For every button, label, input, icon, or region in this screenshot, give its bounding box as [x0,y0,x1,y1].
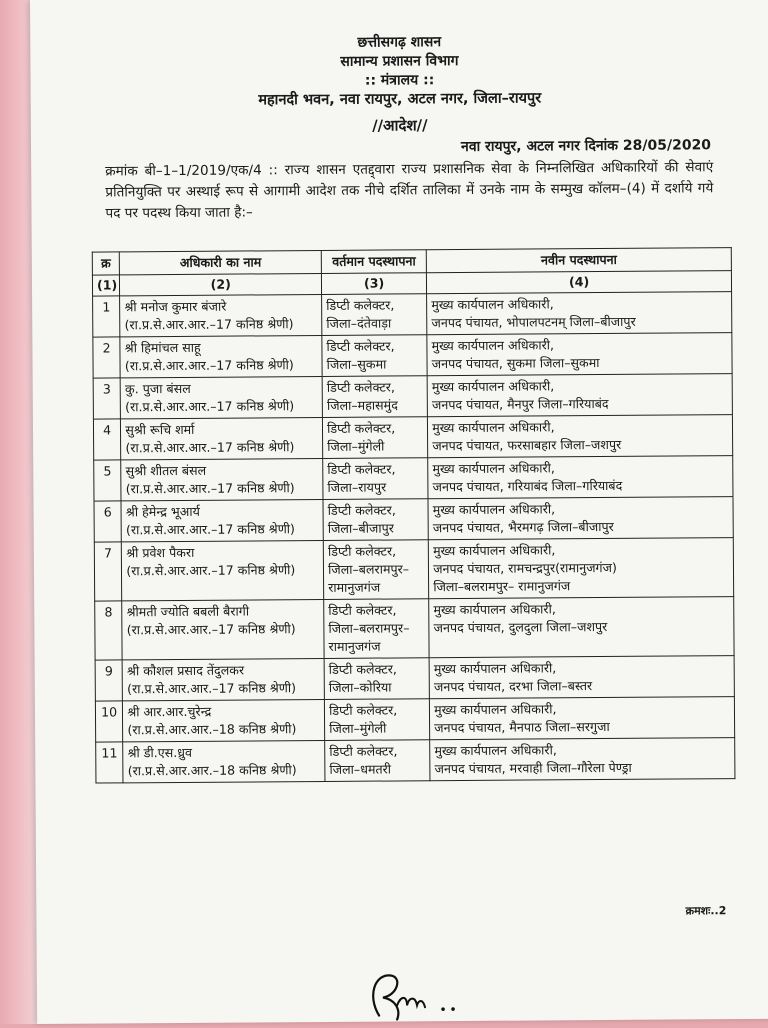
new-posting-cell [428,497,733,540]
officer-name: कु. पुजा बंसल [124,380,191,397]
current-posting-cell [323,540,429,600]
current-posting-cell [323,499,428,541]
order-intro-paragraph: क्रमांक बी–1–1/2019/एक/4 :: राज्य शासन एतद्द्वारा राज्य प्रशासनिक सेवा के निम्नलिखित अधिकारियों की सेवाएं प्रतिनियुक्ति पर अस्थाई रूप से आगामी आदेश तक नीचे दर्शित तालिका में उनके नाम के सम्मुख कॉलम–(4) में दर्शाये गये पद पर पदस्थ किया जाता है:– [105,159,714,222]
officer-grade: (रा.प्र.से.आर.आर.–17 कनिष्ठ श्रेणी) [124,316,294,333]
current-posting-cell [322,376,427,418]
table-row [94,497,733,542]
current-posting-line: जिला–मुंगेली [329,720,387,736]
current-posting-line: जिला–बलरामपुर– [328,561,410,577]
column-number: (3) [322,273,427,295]
current-posting-line: डिप्टी कलेक्टर, [329,743,398,759]
new-posting-line: मुख्य कार्यपालन अधिकारी, [432,460,555,477]
table-row [93,333,732,378]
header-ministry: :: मंत्रालय :: [364,72,435,89]
current-posting-line: रामानुजगंज [328,579,381,595]
officer-cell [122,658,324,700]
new-posting-cell [427,333,732,376]
new-posting-cell [430,738,735,781]
new-posting-line: मुख्य कार्यपालन अधिकारी, [432,419,555,436]
posting-table [92,247,736,783]
current-posting-line: जिला–धमतरी [329,761,392,777]
table-row [94,456,733,501]
new-posting-line: जनपद पंचायत, फरसाबहार जिला–जशपुर [432,436,622,454]
new-posting-cell [428,415,733,458]
current-posting-cell [322,335,427,377]
current-posting-cell [324,599,430,659]
row-serial-number: 11 [96,742,124,783]
new-posting-line: जनपद पंचायत, गरियाबंद जिला–गरियाबंद [432,477,623,495]
new-posting-cell [429,597,734,658]
officer-cell [121,499,323,541]
current-posting-line: डिप्टी कलेक्टर, [327,502,396,518]
current-posting-line: डिप्टी कलेक्टर, [327,461,396,477]
current-posting-line: डिप्टी कलेक्टर, [328,602,397,618]
new-posting-line: जनपद पंचायत, दुलदुला जिला–जशपुर [433,618,608,636]
row-serial-number: 1 [93,296,121,337]
new-posting-line: जनपद पंचायत, सुकमा जिला–सुकमा [431,355,600,372]
officer-grade: (रा.प्र.से.आर.आर.–17 कनिष्ठ श्रेणी) [127,680,297,697]
current-posting-cell [322,294,427,336]
current-posting-cell [325,740,430,782]
table-row [94,538,733,601]
officer-grade: (रा.प्र.से.आर.आर.–17 कनिष्ठ श्रेणी) [125,439,295,456]
officer-cell [120,294,322,336]
table-row [95,656,734,701]
new-posting-line: मुख्य कार्यपालन अधिकारी, [431,296,554,313]
new-posting-line: जनपद पंचायत, दरभा जिला–बस्तर [433,678,593,695]
row-serial-number: 10 [95,701,123,742]
column-number: (2) [120,273,322,295]
new-posting-line: मुख्य कार्यपालन अधिकारी, [433,660,557,677]
row-serial-number: 5 [94,460,122,501]
officer-grade: (रा.प्र.से.आर.आर.–17 कनिष्ठ श्रेणी) [126,562,296,579]
row-serial-number: 7 [94,542,122,601]
table-row [95,697,734,742]
officer-cell [122,540,324,600]
current-posting-line: डिप्टी कलेक्टर, [327,543,397,559]
signature [357,965,477,1026]
new-posting-line: मुख्य कार्यपालन अधिकारी, [432,542,556,559]
current-posting-line: जिला–महासमुंद [326,397,398,413]
new-posting-line: मुख्य कार्यपालन अधिकारी, [434,701,557,718]
new-posting-line: मुख्य कार्यपालन अधिकारी, [433,601,556,618]
order-title: //आदेश// [372,116,428,135]
officer-grade: (रा.प्र.से.आर.आर.–17 कनिष्ठ श्रेणी) [125,521,295,538]
current-posting-line: जिला–बलरामपुर– [328,620,410,636]
current-posting-line: जिला–कोरिया [328,679,392,695]
header-current-posting: वर्तमान पदस्थापना [321,250,426,274]
new-posting-line: जनपद पंचायत, मैनपाठ जिला–सरगुजा [434,718,610,736]
officer-name: श्री कौशल प्रसाद तेंदुलकर [126,662,245,679]
current-posting-line: डिप्टी कलेक्टर, [326,338,395,354]
officer-cell [120,335,322,377]
new-posting-cell [428,538,733,599]
new-posting-line: जिला–बलरामपुर– रामानुजगंज [433,578,571,595]
header-address: महानदी भवन, नवा रायपुर, अटल नगर, जिला–रायपुर [258,90,542,109]
officer-cell [121,417,323,459]
officer-name: श्रीमती ज्योति बबली बैरागी [126,603,250,620]
officer-name: सुश्री रूचि शर्मा [125,421,195,438]
current-posting-cell [324,658,429,700]
column-number: (1) [92,275,119,296]
new-posting-line: जनपद पंचायत, भैरमगढ़ जिला–बीजापुर [432,518,614,536]
table-row [96,738,735,783]
order-document [30,0,768,1024]
row-serial-number: 9 [95,660,123,701]
continuation-note: क्रमशः..2 [685,904,727,918]
place-and-date: नवा रायपुर, अटल नगर दिनांक 28/05/2020 [460,137,712,155]
current-posting-line: डिप्टी कलेक्टर, [327,420,396,436]
current-posting-line: डिप्टी कलेक्टर, [326,297,395,313]
header-officer-name: अधिकारी का नाम [120,250,322,274]
officer-name: श्री मनोज कुमार बंजारे [124,298,227,315]
officer-grade: (रा.प्र.से.आर.आर.–17 कनिष्ठ श्रेणी) [126,621,296,638]
header-department: सामान्य प्रशासन विभाग [340,53,459,70]
officer-name: श्री डी.एस.ध्रुव [127,744,193,761]
officer-cell [121,458,323,500]
officer-name: श्री हेमेन्द्र भूआर्य [125,503,200,520]
row-serial-number: 8 [95,601,123,660]
header-government: छत्तीसगढ़ शासन [357,34,442,51]
current-posting-cell [324,699,429,741]
new-posting-cell [427,292,732,335]
current-posting-line: जिला–मुंगेली [327,438,385,454]
new-posting-line: मुख्य कार्यपालन अधिकारी, [431,337,555,354]
new-posting-line: जनपद पंचायत, भोपालपटनम् जिला–बीजापुर [431,313,636,331]
new-posting-line: मुख्य कार्यपालन अधिकारी, [432,501,556,518]
current-posting-line: डिप्टी कलेक्टर, [328,661,397,677]
officer-grade: (रा.प्र.से.आर.आर.–17 कनिष्ठ श्रेणी) [125,480,295,497]
row-serial-number: 4 [93,419,121,460]
officer-name: श्री आर.आर.चुरेन्द्र [127,703,212,720]
officer-grade: (रा.प्र.से.आर.आर.–18 कनिष्ठ श्रेणी) [127,721,297,738]
officer-name: श्री प्रवेश पैकरा [126,544,195,561]
officer-grade: (रा.प्र.से.आर.आर.–18 कनिष्ठ श्रेणी) [127,762,297,779]
current-posting-line: जिला–दंतेवाड़ा [326,315,392,331]
current-posting-cell [323,417,428,459]
header-serial: क्र [92,252,119,275]
new-posting-line: मुख्य कार्यपालन अधिकारी, [434,742,557,759]
officer-grade: (रा.प्र.से.आर.आर.–17 कनिष्ठ श्रेणी) [124,357,294,374]
current-posting-cell [323,458,428,500]
table-row [95,597,734,660]
new-posting-line: जनपद पंचायत, मैनपुर जिला–गरियाबंद [431,395,609,413]
current-posting-line: रामानुजगंज [328,638,381,654]
new-posting-cell [429,656,734,699]
new-posting-line: मुख्य कार्यपालन अधिकारी, [431,378,555,395]
row-serial-number: 6 [94,501,122,542]
table-row [93,415,732,460]
new-posting-line: जनपद पंचायत, रामचन्द्रपुर(रामानुजगंज) [433,559,617,577]
column-number: (4) [427,271,732,294]
officer-cell [123,699,325,741]
row-serial-number: 2 [93,337,121,378]
officer-cell [122,599,324,659]
officer-name: श्री हिमांचल साहू [124,339,201,356]
new-posting-cell [430,697,735,740]
current-posting-line: डिप्टी कलेक्टर, [326,379,395,395]
current-posting-line: जिला–बीजापुर [327,520,394,536]
new-posting-cell [428,456,733,499]
table-row [93,374,732,419]
new-posting-line: जनपद पंचायत, मरवाही जिला–गौरेला पेण्ड्रा [434,759,632,777]
officer-grade: (रा.प्र.से.आर.आर.–17 कनिष्ठ श्रेणी) [125,398,295,415]
current-posting-line: जिला–रायपुर [327,479,387,495]
current-posting-line: जिला–सुकमा [326,356,387,372]
table-row [93,292,732,337]
header-new-posting: नवीन पदस्थापना [426,248,731,273]
officer-name: सुश्री शीतल बंसल [125,462,207,479]
row-serial-number: 3 [93,378,121,419]
current-posting-line: डिप्टी कलेक्टर, [329,702,398,718]
new-posting-cell [427,374,732,417]
document-header [30,31,768,112]
officer-cell [120,376,322,418]
officer-cell [123,740,325,782]
